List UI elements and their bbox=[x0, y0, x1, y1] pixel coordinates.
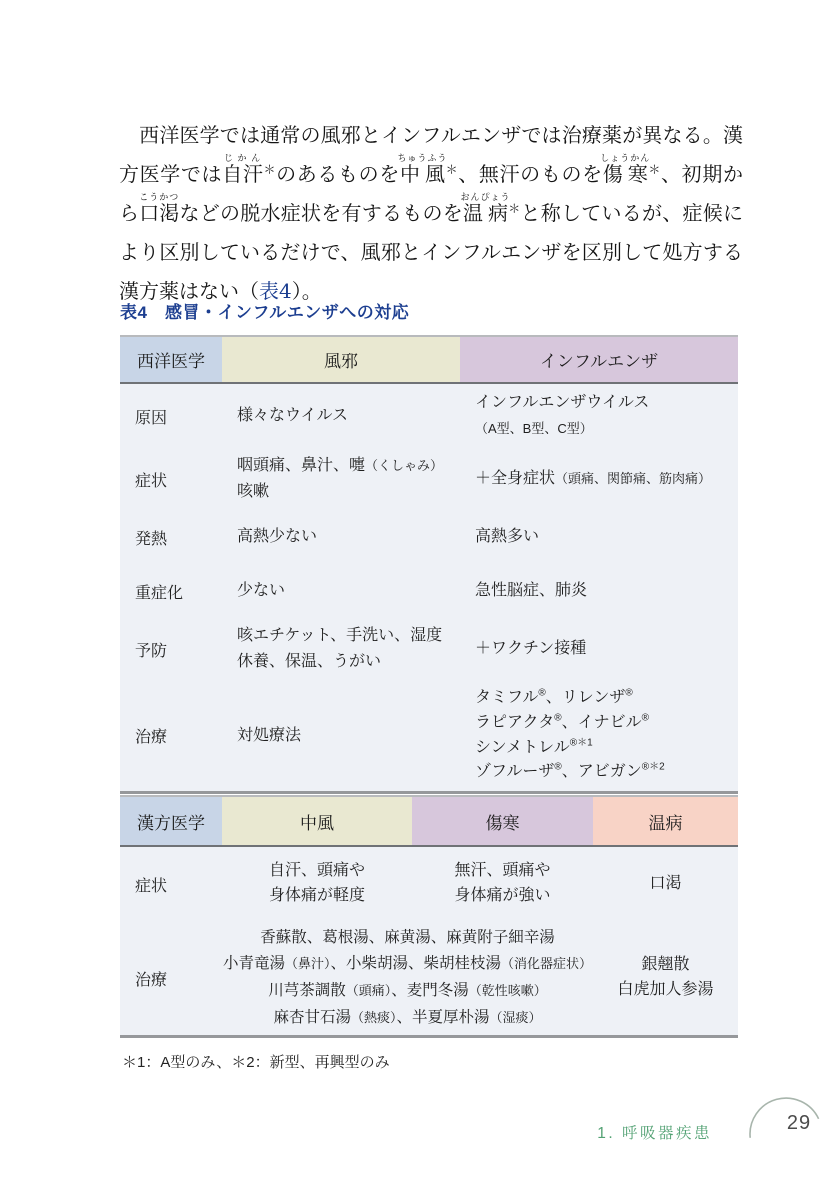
header-cell-kampo-medicine: 漢方医学 bbox=[120, 797, 222, 845]
row-label: 発熱 bbox=[135, 530, 168, 548]
onbyo-treatment-cell: 銀翹散 白虎加人参湯 bbox=[617, 956, 714, 998]
row-label: 重症化 bbox=[135, 584, 184, 602]
table-row-symptoms bbox=[120, 448, 738, 510]
cold-cell: 高熱少ない bbox=[237, 528, 318, 546]
row-label: 原因 bbox=[135, 409, 168, 427]
flu-cell: 急性脳症、肺炎 bbox=[475, 582, 588, 600]
header-cell-influenza: インフルエンザ bbox=[460, 337, 738, 382]
kampo-formula-list: 香蘇散、葛根湯、麻黄湯、麻黄附子細辛湯 小青竜湯（鼻汁）、小柴胡湯、柴胡桂枝湯（消化器症状） 川芎茶調散（頭痛）、麦門冬湯（乾性咳嗽） 麻杏甘石湯（熱痰）、半夏厚朴湯（湿痰） bbox=[222, 928, 593, 1026]
table-row-treatment bbox=[120, 680, 738, 791]
shokan-symptom-cell: 無汗、頭痛や 身体痛が強い bbox=[454, 862, 551, 904]
table-row-prevention bbox=[120, 618, 738, 680]
flu-cell: ＋全身症状（頭痛、関節痛、筋肉痛） bbox=[475, 470, 712, 488]
onbyo-symptom-cell: 口渇 bbox=[649, 874, 682, 892]
flu-drug-list: タミフル®、リレンザ® ラピアクタ®、イナビル® シンメトレル$^{®*1}$ ゾフルーザ®、アビガン$^{®*2}$ bbox=[475, 687, 665, 781]
table-caption: 表4 感冒・インフルエンザへの対応 bbox=[120, 303, 410, 322]
flu-cell: ＋ワクチン接種 bbox=[475, 640, 587, 658]
page-number: 29 bbox=[786, 1112, 812, 1134]
cold-cell: 対処療法 bbox=[237, 726, 302, 744]
cold-cell: 少ない bbox=[237, 582, 286, 600]
table-footnote: ＊1：A型のみ、＊2：新型、再興型のみ bbox=[122, 1054, 390, 1071]
kampo-row-symptoms bbox=[120, 847, 738, 921]
cold-cell: 様々なウイルス bbox=[237, 407, 349, 425]
header-cell-shokan: 傷寒 bbox=[412, 797, 593, 845]
row-label: 予防 bbox=[135, 642, 168, 660]
kampo-medicine-table bbox=[120, 795, 738, 1038]
row-label: 症状 bbox=[135, 877, 168, 895]
header-cell-onbyo: 温病 bbox=[593, 797, 738, 845]
row-label: 治療 bbox=[135, 729, 168, 747]
flu-cell: インフルエンザウイルス （A型、B型、C型） bbox=[475, 394, 650, 436]
footer-section-label: 1. 呼吸器疾患 bbox=[597, 1125, 712, 1142]
header-cell-western-medicine: 西洋医学 bbox=[120, 337, 222, 382]
western-table-body bbox=[120, 384, 738, 794]
table-row-fever bbox=[120, 510, 738, 564]
header-cell-chufu: 中風 bbox=[222, 797, 412, 845]
table-row-severity bbox=[120, 564, 738, 618]
kampo-table-header bbox=[120, 795, 738, 847]
kampo-row-treatment bbox=[120, 921, 738, 1035]
western-table-header bbox=[120, 335, 738, 384]
kampo-table-body bbox=[120, 847, 738, 1038]
flu-cell: 高熱多い bbox=[475, 528, 540, 546]
western-medicine-table bbox=[120, 335, 738, 794]
chufu-symptom-cell: 自汗、頭痛や 身体痛が軽度 bbox=[268, 862, 365, 904]
cold-cell: 咳エチケット、手洗い、湿度 休養、保温、うがい bbox=[237, 627, 443, 670]
row-label: 治療 bbox=[135, 971, 168, 989]
table-row-cause bbox=[120, 384, 738, 448]
intro-paragraph: 西洋医学では通常の風邪とインフルエンザでは治療薬が異なる。漢方医学では自汗じかん＊のあるものを中風ちゅうふう＊、無汗のものを傷寒しょうかん＊、初期から口渇こうかつなどの脱水症状を有するものを温病おんぴょう＊と称しているが、症候により区別しているだけで、風邪とインフルエンザを区別して処方する漢方薬はない（表4）。 bbox=[119, 123, 743, 303]
cold-cell: 咽頭痛、鼻汁、嚏（くしゃみ） 咳嗽 bbox=[237, 457, 444, 500]
header-cell-cold: 風邪 bbox=[222, 337, 460, 382]
row-label: 症状 bbox=[135, 472, 168, 490]
